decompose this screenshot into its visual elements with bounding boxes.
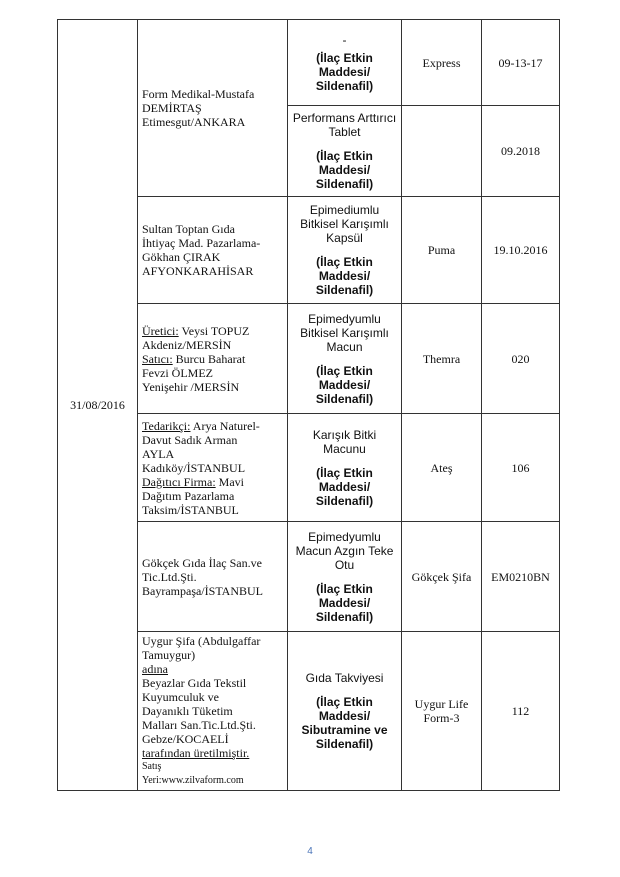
- brand-cell: Themra: [402, 304, 482, 414]
- firm-name: Burcu Baharat: [172, 351, 246, 366]
- firm-line: Tamuygur): [142, 648, 196, 662]
- firm-line: Fevzi ÖLMEZ: [142, 365, 213, 380]
- firm-line: Bayrampaşa/İSTANBUL: [142, 583, 264, 598]
- active-ingredient: [292, 149, 397, 191]
- firm-line: [142, 419, 283, 433]
- firm-line: [142, 324, 283, 338]
- firm-line: Form Medikal-Mustafa: [142, 87, 255, 101]
- lot-cell: 19.10.2016: [482, 197, 560, 304]
- firm-cell: [138, 522, 288, 632]
- firm-line: Sultan Toptan Gıda: [142, 222, 235, 236]
- lot-cell: 112: [482, 632, 560, 791]
- firm-line: Satış: [142, 761, 162, 772]
- firm-role-label: Satıcı:: [142, 351, 173, 366]
- firm-line: AYLA: [142, 446, 175, 461]
- firm-cell: [138, 304, 288, 414]
- page-number: 4: [307, 846, 313, 857]
- product-cell: [288, 106, 402, 197]
- product-cell: [288, 20, 402, 106]
- active-ingredient: [292, 255, 397, 297]
- active-ingredient: [292, 466, 397, 508]
- firm-line: Gökhan ÇIRAK: [142, 250, 221, 264]
- ingredient-line: (İlaç Etkin: [316, 465, 373, 480]
- product-name: Performans Arttırıcı Tablet: [292, 111, 397, 139]
- firm-name: Veysi TOPUZ: [178, 323, 250, 338]
- product-table: [57, 19, 560, 791]
- firm-role-label: Üretici:: [142, 323, 179, 338]
- firm-line: Davut Sadık Arman: [142, 432, 238, 447]
- firm-line: Gebze/KOCAELİ: [142, 732, 229, 746]
- lot-cell: 106: [482, 414, 560, 522]
- firm-line: Dağıtım Pazarlama: [142, 488, 235, 503]
- firm-role-label: Tedarikçi:: [142, 418, 191, 433]
- firm-line: [142, 475, 283, 489]
- firm-line: DEMİRTAŞ: [142, 101, 202, 115]
- ingredient-line: Maddesi/: [318, 269, 371, 283]
- firm-line: AFYONKARAHİSAR: [142, 264, 254, 278]
- firm-name: Mavi: [215, 474, 244, 489]
- ingredient-line: Sildenafil): [315, 78, 374, 93]
- firm-line: Akdeniz/MERSİN: [142, 337, 232, 352]
- firm-cell: [138, 20, 288, 197]
- active-ingredient: [292, 582, 397, 624]
- firm-line: adına: [142, 662, 168, 676]
- ingredient-line: Sildenafil): [315, 283, 374, 297]
- product-name: Epimedyumlu Bitkisel Karışımlı Macun: [300, 311, 389, 354]
- firm-line: Gökçek Gıda İlaç San.ve: [142, 555, 262, 570]
- firm-line: Kadıköy/İSTANBUL: [142, 460, 246, 475]
- ingredient-line: (İlaç Etkin: [316, 363, 373, 378]
- ingredient-line: Maddesi/: [318, 479, 371, 494]
- product-cell: [288, 522, 402, 632]
- ingredient-line: Maddesi/: [318, 163, 371, 177]
- ingredient-line: Sildenafil): [315, 737, 374, 751]
- ingredient-line: Sildenafil): [315, 177, 374, 191]
- product-name: -: [342, 32, 347, 47]
- ingredient-line: (İlaç Etkin: [316, 255, 373, 269]
- ingredient-line: (İlaç Etkin: [316, 50, 373, 65]
- date-cell: 31/08/2016: [58, 20, 138, 791]
- firm-line: Beyazlar Gıda Tekstil: [142, 676, 247, 690]
- firm-line: Taksim/İSTANBUL: [142, 502, 239, 517]
- active-ingredient: [292, 51, 397, 93]
- firm-line: İhtiyaç Mad. Pazarlama-: [142, 236, 261, 250]
- brand-cell: Uygur Life Form-3: [402, 632, 482, 791]
- brand-cell: Express: [402, 20, 482, 106]
- firm-line: Uygur Şifa (Abdulgaffar: [142, 634, 261, 648]
- ingredient-line: Maddesi/: [318, 595, 371, 610]
- firm-line: Etimesgut/ANKARA: [142, 115, 246, 129]
- ingredient-line: Maddesi/: [318, 709, 371, 723]
- product-cell: [288, 632, 402, 791]
- product-cell: [288, 304, 402, 414]
- brand-cell: [402, 106, 482, 197]
- product-name: Epimediumlu Bitkisel Karışımlı Kapsül: [300, 203, 389, 245]
- lot-cell: 09-13-17: [482, 20, 560, 106]
- active-ingredient: [292, 364, 397, 406]
- product-name: Gıda Takviyesi: [305, 671, 384, 685]
- firm-cell: [138, 632, 288, 791]
- lot-cell: EM0210BN: [482, 522, 560, 632]
- firm-role-label: Dağıtıcı Firma:: [142, 474, 216, 489]
- lot-cell: 09.2018: [482, 106, 560, 197]
- active-ingredient: [292, 695, 397, 751]
- table-row: [58, 20, 560, 106]
- ingredient-line: (İlaç Etkin: [316, 581, 373, 596]
- firm-line: [142, 352, 283, 366]
- product-cell: [288, 414, 402, 522]
- product-name: Karışık Bitki Macunu: [312, 427, 377, 456]
- ingredient-line: (İlaç Etkin: [316, 695, 373, 709]
- product-cell: [288, 197, 402, 304]
- brand-cell: Ateş: [402, 414, 482, 522]
- firm-cell: [138, 414, 288, 522]
- ingredient-line: Maddesi/: [318, 377, 371, 392]
- firm-line: Yenişehir /MERSİN: [142, 379, 240, 394]
- firm-line: Malları San.Tic.Ltd.Şti.: [142, 718, 256, 732]
- product-name: Epimedyumlu Macun Azgın Teke Otu: [295, 529, 394, 572]
- ingredient-line: (İlaç Etkin: [316, 149, 373, 163]
- ingredient-line: Sildenafil): [315, 391, 374, 406]
- ingredient-line: Sildenafil): [315, 609, 374, 624]
- brand-cell: Gökçek Şifa: [402, 522, 482, 632]
- firm-line: Yeri:www.zilvaform.com: [142, 775, 244, 786]
- firm-name: Arya Naturel-: [190, 418, 260, 433]
- brand-cell: Puma: [402, 197, 482, 304]
- ingredient-line: Maddesi/: [318, 64, 371, 79]
- firm-line: Dayanıklı Tüketim: [142, 704, 233, 718]
- firm-line: Tic.Ltd.Şti.: [142, 569, 197, 584]
- ingredient-line: Sildenafil): [315, 493, 374, 508]
- firm-cell: [138, 197, 288, 304]
- firm-line: tarafından üretilmiştir.: [142, 746, 250, 760]
- firm-line: Kuyumculuk ve: [142, 690, 219, 704]
- lot-cell: 020: [482, 304, 560, 414]
- ingredient-line: Sibutramine ve: [301, 723, 388, 737]
